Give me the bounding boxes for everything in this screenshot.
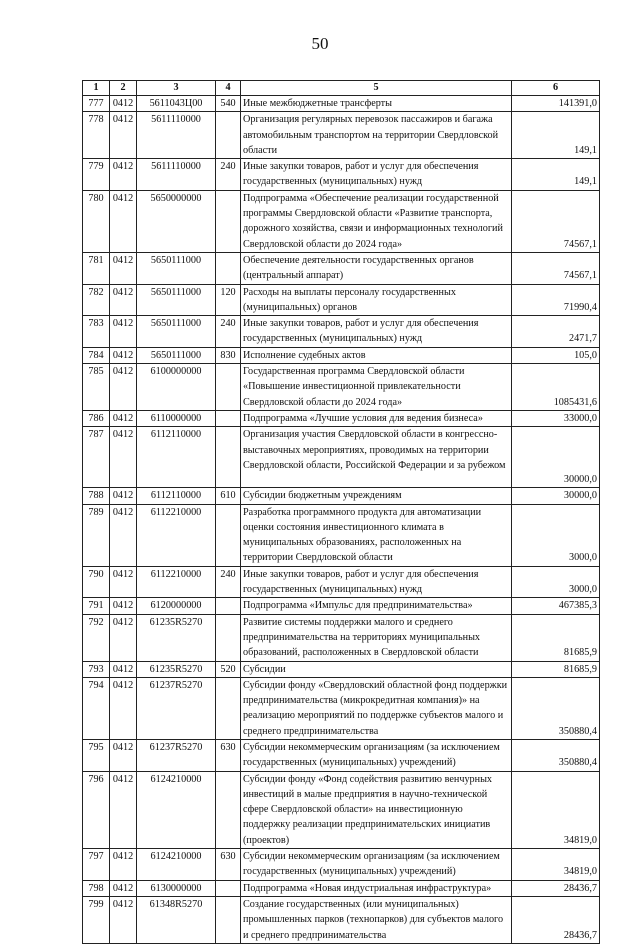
table-row <box>83 771 600 848</box>
expense-type-code-cell <box>216 614 241 661</box>
expense-type-code-cell: 240 <box>216 159 241 191</box>
target-item-code-cell: 61237R5270 <box>137 739 216 771</box>
row-number-cell: 784 <box>83 347 110 363</box>
table-row <box>83 566 600 598</box>
item-name-cell: Субсидии некоммерческим организациям (за исключением государственных (муниципальных) учреждений) <box>241 849 512 881</box>
table-body <box>83 96 600 944</box>
row-number-cell: 797 <box>83 849 110 881</box>
target-item-code-cell: 5611043Ц00 <box>137 96 216 112</box>
table-row <box>83 252 600 284</box>
section-code-cell: 0412 <box>110 771 137 848</box>
target-item-code-cell: 6112210000 <box>137 504 216 566</box>
target-item-code-cell: 61235R5270 <box>137 661 216 677</box>
amount-cell: 141391,0 <box>512 96 600 112</box>
expense-type-code-cell: 830 <box>216 347 241 363</box>
expense-type-code-cell <box>216 896 241 943</box>
item-name-cell: Субсидии фонду «Фонд содействия развитию венчурных инвестиций в малые предприятия в научно-технической сфере Свердловской области» на инвестиционную поддержку реализации предпринимательских инициатив (проектов) <box>241 771 512 848</box>
section-code-cell: 0412 <box>110 739 137 771</box>
item-name-cell: Субсидии <box>241 661 512 677</box>
amount-cell: 74567,1 <box>512 190 600 252</box>
expense-type-code-cell: 120 <box>216 284 241 316</box>
table-row <box>83 661 600 677</box>
row-number-cell: 789 <box>83 504 110 566</box>
target-item-code-cell: 5650111000 <box>137 252 216 284</box>
expense-type-code-cell: 240 <box>216 316 241 348</box>
target-item-code-cell: 6100000000 <box>137 364 216 411</box>
item-name-cell: Организация участия Свердловской области в конгрессно-выставочных мероприятиях, проводимых на территории Свердловской области, Российской Федерации и за рубежом <box>241 427 512 488</box>
table-header-row <box>83 81 600 96</box>
target-item-code-cell: 5650111000 <box>137 284 216 316</box>
amount-cell: 350880,4 <box>512 677 600 739</box>
amount-cell: 30000,0 <box>512 488 600 504</box>
amount-cell: 350880,4 <box>512 739 600 771</box>
section-code-cell: 0412 <box>110 677 137 739</box>
target-item-code-cell: 5650111000 <box>137 347 216 363</box>
amount-cell: 30000,0 <box>512 427 600 488</box>
row-number-cell: 799 <box>83 896 110 943</box>
section-code-cell: 0412 <box>110 566 137 598</box>
amount-cell: 149,1 <box>512 159 600 191</box>
table-row <box>83 739 600 771</box>
section-code-cell: 0412 <box>110 347 137 363</box>
target-item-code-cell: 61237R5270 <box>137 677 216 739</box>
section-code-cell: 0412 <box>110 96 137 112</box>
amount-cell: 81685,9 <box>512 614 600 661</box>
section-code-cell: 0412 <box>110 880 137 896</box>
expense-type-code-cell: 610 <box>216 488 241 504</box>
amount-cell: 3000,0 <box>512 566 600 598</box>
row-number-cell: 794 <box>83 677 110 739</box>
page-number: 50 <box>311 34 329 53</box>
expense-type-code-cell <box>216 677 241 739</box>
amount-cell: 81685,9 <box>512 661 600 677</box>
section-code-cell: 0412 <box>110 364 137 411</box>
item-name-cell: Иные межбюджетные трансферты <box>241 96 512 112</box>
row-number-cell: 793 <box>83 661 110 677</box>
table-row <box>83 598 600 614</box>
section-code-cell: 0412 <box>110 488 137 504</box>
item-name-cell: Субсидии фонду «Свердловский областной фонд поддержки предпринимательства (микрокредитная компания)» на реализацию мероприятий по поддержке субъектов малого и среднего предпринимательства <box>241 677 512 739</box>
item-name-cell: Государственная программа Свердловской области «Повышение инвестиционной привлекательности Свердловской области до 2024 года» <box>241 364 512 411</box>
row-number-cell: 798 <box>83 880 110 896</box>
table-row <box>83 896 600 943</box>
item-name-cell: Субсидии бюджетным учреждениям <box>241 488 512 504</box>
expense-type-code-cell <box>216 771 241 848</box>
row-number-cell: 783 <box>83 316 110 348</box>
section-code-cell: 0412 <box>110 661 137 677</box>
expense-type-code-cell <box>216 364 241 411</box>
item-name-cell: Обеспечение деятельности государственных органов (центральный аппарат) <box>241 252 512 284</box>
row-number-cell: 777 <box>83 96 110 112</box>
expense-type-code-cell: 240 <box>216 566 241 598</box>
item-name-cell: Иные закупки товаров, работ и услуг для обеспечения государственных (муниципальных) нужд <box>241 316 512 348</box>
amount-cell: 105,0 <box>512 347 600 363</box>
amount-cell: 34819,0 <box>512 849 600 881</box>
expense-type-code-cell <box>216 880 241 896</box>
row-number-cell: 778 <box>83 112 110 159</box>
section-code-cell: 0412 <box>110 849 137 881</box>
target-item-code-cell: 6124210000 <box>137 771 216 848</box>
table-row <box>83 112 600 159</box>
amount-cell: 33000,0 <box>512 410 600 426</box>
column-header: 5 <box>241 81 512 96</box>
section-code-cell: 0412 <box>110 598 137 614</box>
row-number-cell: 790 <box>83 566 110 598</box>
table-row <box>83 849 600 881</box>
row-number-cell: 787 <box>83 427 110 488</box>
column-header: 3 <box>137 81 216 96</box>
target-item-code-cell: 5650000000 <box>137 190 216 252</box>
row-number-cell: 786 <box>83 410 110 426</box>
amount-cell: 34819,0 <box>512 771 600 848</box>
table-row <box>83 614 600 661</box>
item-name-cell: Иные закупки товаров, работ и услуг для обеспечения государственных (муниципальных) нужд <box>241 159 512 191</box>
expense-type-code-cell: 630 <box>216 849 241 881</box>
target-item-code-cell: 5611110000 <box>137 112 216 159</box>
section-code-cell: 0412 <box>110 316 137 348</box>
expense-type-code-cell: 540 <box>216 96 241 112</box>
expense-type-code-cell <box>216 598 241 614</box>
amount-cell: 71990,4 <box>512 284 600 316</box>
item-name-cell: Подпрограмма «Импульс для предпринимательства» <box>241 598 512 614</box>
amount-cell: 3000,0 <box>512 504 600 566</box>
row-number-cell: 780 <box>83 190 110 252</box>
table-row <box>83 364 600 411</box>
target-item-code-cell: 6112110000 <box>137 488 216 504</box>
column-header: 1 <box>83 81 110 96</box>
expense-type-code-cell: 520 <box>216 661 241 677</box>
expense-type-code-cell <box>216 112 241 159</box>
row-number-cell: 795 <box>83 739 110 771</box>
target-item-code-cell: 6110000000 <box>137 410 216 426</box>
target-item-code-cell: 6130000000 <box>137 880 216 896</box>
expense-type-code-cell <box>216 252 241 284</box>
table-row <box>83 488 600 504</box>
section-code-cell: 0412 <box>110 190 137 252</box>
table-row <box>83 190 600 252</box>
row-number-cell: 785 <box>83 364 110 411</box>
target-item-code-cell: 5611110000 <box>137 159 216 191</box>
section-code-cell: 0412 <box>110 614 137 661</box>
table-row <box>83 284 600 316</box>
column-header: 6 <box>512 81 600 96</box>
table-row <box>83 347 600 363</box>
amount-cell: 74567,1 <box>512 252 600 284</box>
amount-cell: 28436,7 <box>512 880 600 896</box>
target-item-code-cell: 6112110000 <box>137 427 216 488</box>
row-number-cell: 796 <box>83 771 110 848</box>
row-number-cell: 791 <box>83 598 110 614</box>
table-row <box>83 427 600 488</box>
item-name-cell: Разработка программного продукта для автоматизации оценки состояния инвестиционного климата в муниципальных образованиях, расположенных на территории Свердловской области <box>241 504 512 566</box>
amount-cell: 149,1 <box>512 112 600 159</box>
budget-table <box>82 80 600 944</box>
section-code-cell: 0412 <box>110 159 137 191</box>
expense-type-code-cell <box>216 427 241 488</box>
target-item-code-cell: 5650111000 <box>137 316 216 348</box>
item-name-cell: Подпрограмма «Новая индустриальная инфраструктура» <box>241 880 512 896</box>
column-header: 2 <box>110 81 137 96</box>
section-code-cell: 0412 <box>110 504 137 566</box>
item-name-cell: Расходы на выплаты персоналу государственных (муниципальных) органов <box>241 284 512 316</box>
item-name-cell: Создание государственных (или муниципальных) промышленных парков (технопарков) для субъектов малого и среднего предпринимательства <box>241 896 512 943</box>
row-number-cell: 792 <box>83 614 110 661</box>
target-item-code-cell: 61348R5270 <box>137 896 216 943</box>
section-code-cell: 0412 <box>110 284 137 316</box>
row-number-cell: 788 <box>83 488 110 504</box>
section-code-cell: 0412 <box>110 896 137 943</box>
section-code-cell: 0412 <box>110 410 137 426</box>
table-row <box>83 316 600 348</box>
item-name-cell: Развитие системы поддержки малого и среднего предпринимательства на территориях муниципальных образований, расположенных в Свердловской области <box>241 614 512 661</box>
amount-cell: 1085431,6 <box>512 364 600 411</box>
target-item-code-cell: 61235R5270 <box>137 614 216 661</box>
table-row <box>83 880 600 896</box>
target-item-code-cell: 6112210000 <box>137 566 216 598</box>
item-name-cell: Иные закупки товаров, работ и услуг для обеспечения государственных (муниципальных) нужд <box>241 566 512 598</box>
table-row <box>83 410 600 426</box>
amount-cell: 467385,3 <box>512 598 600 614</box>
section-code-cell: 0412 <box>110 252 137 284</box>
expense-type-code-cell: 630 <box>216 739 241 771</box>
target-item-code-cell: 6120000000 <box>137 598 216 614</box>
amount-cell: 28436,7 <box>512 896 600 943</box>
section-code-cell: 0412 <box>110 112 137 159</box>
expense-type-code-cell <box>216 410 241 426</box>
item-name-cell: Исполнение судебных актов <box>241 347 512 363</box>
item-name-cell: Подпрограмма «Обеспечение реализации государственной программы Свердловской области «Развитие транспорта, дорожного хозяйства, связи и информационных технологий Свердловской области до 2024 года» <box>241 190 512 252</box>
row-number-cell: 779 <box>83 159 110 191</box>
table-row <box>83 677 600 739</box>
column-header: 4 <box>216 81 241 96</box>
item-name-cell: Организация регулярных перевозок пассажиров и багажа автомобильным транспортом на территории Свердловской области <box>241 112 512 159</box>
table-row <box>83 504 600 566</box>
row-number-cell: 781 <box>83 252 110 284</box>
amount-cell: 2471,7 <box>512 316 600 348</box>
table-row <box>83 159 600 191</box>
table-row <box>83 96 600 112</box>
expense-type-code-cell <box>216 190 241 252</box>
item-name-cell: Подпрограмма «Лучшие условия для ведения бизнеса» <box>241 410 512 426</box>
section-code-cell: 0412 <box>110 427 137 488</box>
item-name-cell: Субсидии некоммерческим организациям (за исключением государственных (муниципальных) учреждений) <box>241 739 512 771</box>
expense-type-code-cell <box>216 504 241 566</box>
target-item-code-cell: 6124210000 <box>137 849 216 881</box>
row-number-cell: 782 <box>83 284 110 316</box>
